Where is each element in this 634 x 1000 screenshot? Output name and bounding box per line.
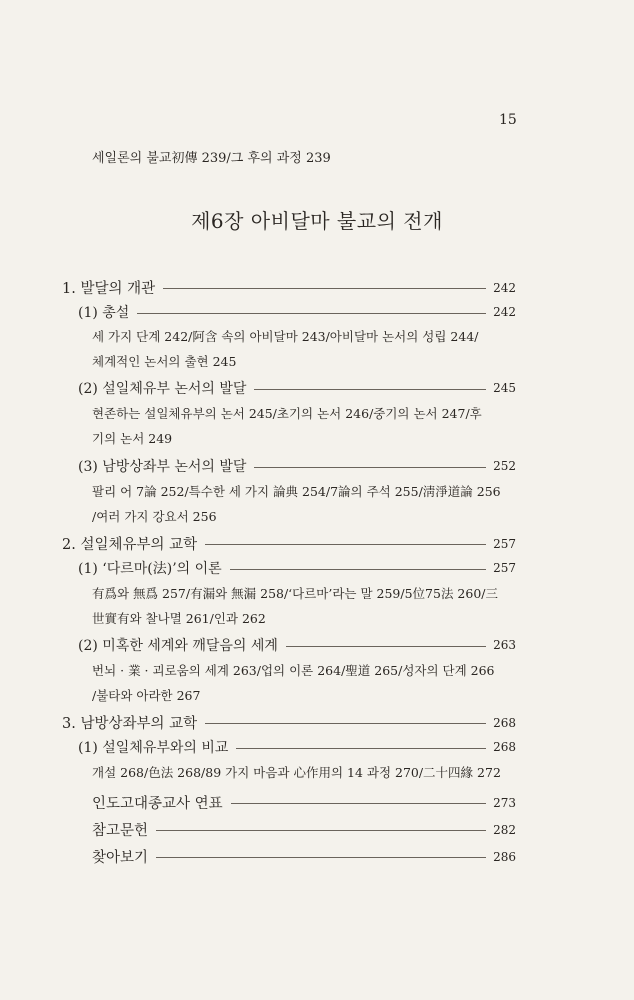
toc-entry-page: 273 [493,795,516,810]
toc-entry-section-1 [62,277,516,298]
toc-entry-1-1 [78,302,516,322]
toc-entry-bibliography [92,819,516,840]
toc-entry-label: 3. 남방상좌부의 교학 [62,716,198,732]
leader-line [205,723,486,724]
toc-entry-label: (1) ‘다르마(法)’의 이론 [78,561,222,577]
toc-entry-page: 257 [493,536,516,551]
toc-entry-description: 개설 268/色法 268/89 가지 마음과 心作用의 14 과정 270/二十四緣 272 [92,765,501,780]
toc-entry-page: 257 [493,561,516,575]
leader-line [156,857,486,858]
toc-entry-label: 찾아보기 [92,850,149,866]
chapter-title: 제6장 아비달마 불교의 전개 [191,209,443,233]
toc-entry-page: 263 [493,638,516,652]
toc-entry-page: 252 [493,459,516,473]
toc-entry-description: /여러 가지 강요서 256 [92,509,217,524]
toc-entry-page: 268 [493,740,516,754]
leader-line [230,569,486,570]
toc-entry-1-3 [78,456,516,476]
toc-entry-page: 286 [493,849,516,864]
toc-entry-3-1 [78,737,516,757]
toc-entry-page: 282 [493,822,516,837]
toc-entry-label: (3) 남방상좌부 논서의 발달 [78,459,247,475]
leader-line [236,748,486,749]
toc-entry-section-3 [62,712,516,733]
toc-entry-page: 242 [493,305,516,319]
toc-entry-description: 체계적인 논서의 출현 245 [92,354,237,369]
leader-line [254,467,486,468]
toc-entry-label: (2) 설일체유부 논서의 발달 [78,381,247,397]
page-number: 15 [499,112,517,128]
toc-entry-label: 참고문헌 [92,823,149,839]
toc-entry-label: 2. 설일체유부의 교학 [62,537,198,553]
leader-line [163,288,486,289]
toc-entry-description: 世實有와 찰나멸 261/인과 262 [92,611,266,626]
toc-entry-description: 번뇌 · 業 · 괴로움의 세계 263/업의 이론 264/聖道 265/성자의 단계 266 [92,663,495,678]
leader-line [205,544,486,545]
toc-entry-2-1 [78,558,516,578]
leader-line [286,646,486,647]
toc-entry-label: (1) 설일체유부와의 비교 [78,740,229,756]
toc-entry-description: /불타와 아라한 267 [92,688,201,703]
previous-entry-continuation: 세일론의 불교初傳 239/그 후의 과정 239 [92,151,331,166]
toc-entry-label: 인도고대종교사 연표 [92,796,223,812]
toc-entry-label: (1) 총설 [78,305,130,321]
toc-entry-page: 268 [493,715,516,730]
toc-entry-description: 有爲와 無爲 257/有漏와 無漏 258/‘다르마’라는 말 259/5位75法 260/三 [92,586,499,601]
leader-line [231,803,486,804]
toc-entry-1-2 [78,378,516,398]
toc-entry-description: 기의 논서 249 [92,431,173,446]
leader-line [137,313,486,314]
toc-entry-chronology [92,792,516,813]
toc-entry-section-2 [62,533,516,554]
toc-entry-2-2 [78,635,516,655]
toc-entry-label: 1. 발달의 개관 [62,281,156,297]
toc-entry-page: 242 [493,280,516,295]
toc-entry-description: 현존하는 설일체유부의 논서 245/초기의 논서 246/중기의 논서 247/후 [92,406,482,421]
leader-line [156,830,486,831]
toc-entry-label: (2) 미혹한 세계와 깨달음의 세계 [78,638,278,654]
toc-entry-index [92,846,516,867]
toc-entry-page: 245 [493,381,516,395]
toc-entry-description: 팔리 어 7論 252/특수한 세 가지 論典 254/7論의 주석 255/淸淨道論 256 [92,484,501,499]
toc-entry-description: 세 가지 단계 242/阿含 속의 아비달마 243/아비달마 논서의 성립 244/ [92,329,479,344]
leader-line [254,389,486,390]
